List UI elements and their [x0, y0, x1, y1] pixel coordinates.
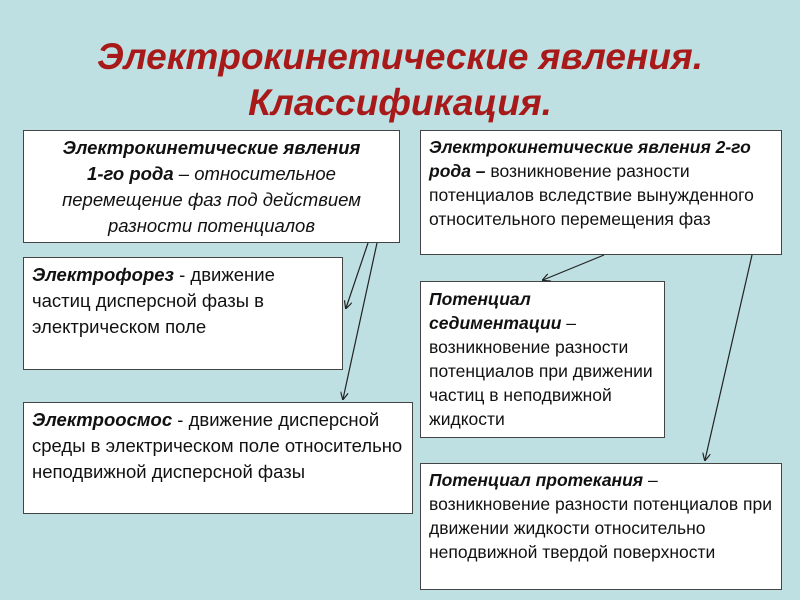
streaming-text: – возникновение разности потенциалов при движении жидкости относительно неподвижной твердой поверхности	[429, 470, 772, 562]
first-kind-text-c: разности потенциалов	[107, 215, 315, 236]
arrow-to-sedimentation	[543, 255, 604, 280]
sedimentation-term: Потенциал седиментации	[429, 289, 562, 333]
electrophoresis-term: Электрофорез	[32, 264, 174, 285]
second-kind-text: возникновение разности потенциалов вследствие вынужденного относительного перемещения фаз	[429, 161, 754, 229]
first-kind-heading-b: 1-го рода	[87, 163, 174, 184]
first-kind-heading-a: Электрокинетические явления	[62, 137, 361, 158]
sedimentation-text: – возникновение разности потенциалов при движении частиц в неподвижной жидкости	[429, 313, 653, 429]
electrophoresis-text: - движение частиц дисперсной фазы в электрическом поле	[32, 264, 275, 337]
first-kind-text-a: – относительное	[173, 163, 336, 184]
page-title-line-2: Классификация.	[248, 82, 552, 123]
second-kind-heading: Электрокинетические явления 2-го рода –	[429, 137, 751, 181]
arrow-to-streaming	[705, 255, 752, 460]
page-title-line-1: Электрокинетические явления.	[97, 36, 703, 77]
streaming-term: Потенциал протекания	[429, 470, 644, 490]
electroosmosis-term: Электроосмос	[32, 409, 173, 430]
electroosmosis-text: - движение дисперсной среды в электрическом поле относительно неподвижной дисперсной фазы	[32, 409, 403, 482]
first-kind-text-b: перемещение фаз под действием	[62, 189, 361, 210]
